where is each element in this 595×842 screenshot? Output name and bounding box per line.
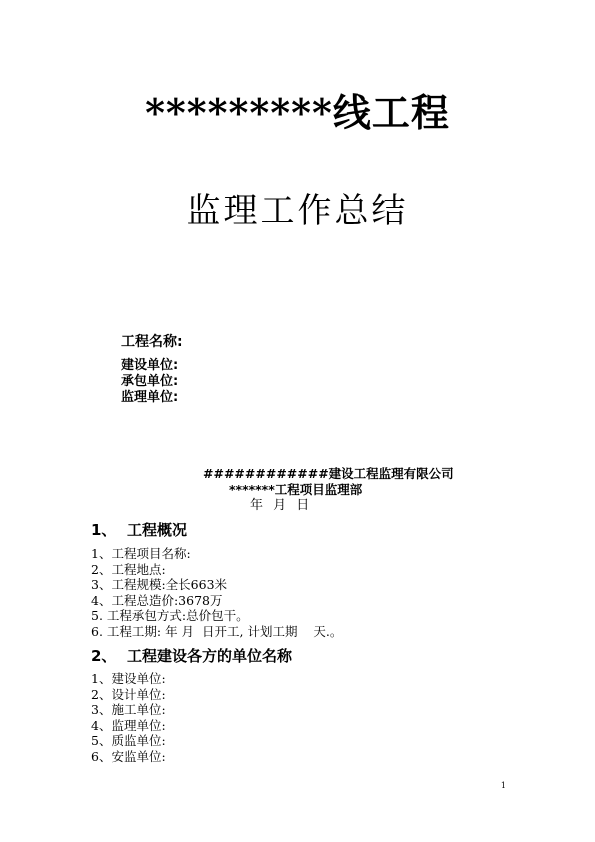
list-item: 6、安监单位:: [91, 748, 166, 764]
list-item: 5、质监单位:: [91, 733, 166, 749]
section-title: 工程概况: [127, 521, 188, 539]
project-name-label: 工程名称:: [121, 334, 183, 350]
document-title-line1: *********线工程: [145, 90, 450, 135]
section-title: 工程建设各方的单位名称: [127, 647, 293, 665]
list-item: 3、工程规模:全长663米: [91, 577, 228, 593]
list-item: 4、监理单位:: [91, 717, 166, 733]
supervision-unit-label: 监理单位:: [121, 390, 179, 405]
document-title-line2: 监理工作总结: [186, 191, 409, 231]
parties-list: [91, 671, 166, 765]
department-name: *******工程项目监理部: [229, 482, 363, 497]
list-item: 5. 工程承包方式:总价包干。: [91, 608, 249, 624]
list-item: 1、建设单位:: [91, 671, 166, 686]
page-number-container: [0, 781, 595, 790]
list-item: 2、工程地点:: [91, 561, 166, 577]
list-item: 4、工程总造价:3678万: [91, 592, 223, 608]
section-heading-overview: [91, 520, 187, 540]
section-number: 1、: [91, 521, 117, 539]
page-number: 1: [500, 781, 506, 790]
company-name: ############建设工程监理有限公司: [203, 466, 454, 481]
list-item: 2、设计单位:: [91, 686, 166, 702]
section-number: 2、: [91, 647, 117, 665]
list-item: 3、施工单位:: [91, 702, 166, 718]
document-date: 年 月 日: [250, 498, 313, 513]
overview-list: [91, 546, 342, 640]
list-item: 1、工程项目名称:: [91, 546, 191, 561]
contractor-label: 承包单位:: [121, 374, 179, 389]
list-item: 6. 工程工期: 年 月 日开工, 计划工期 天.。: [91, 623, 343, 639]
section-heading-parties: [91, 646, 292, 666]
construction-unit-label: 建设单位:: [121, 358, 179, 373]
